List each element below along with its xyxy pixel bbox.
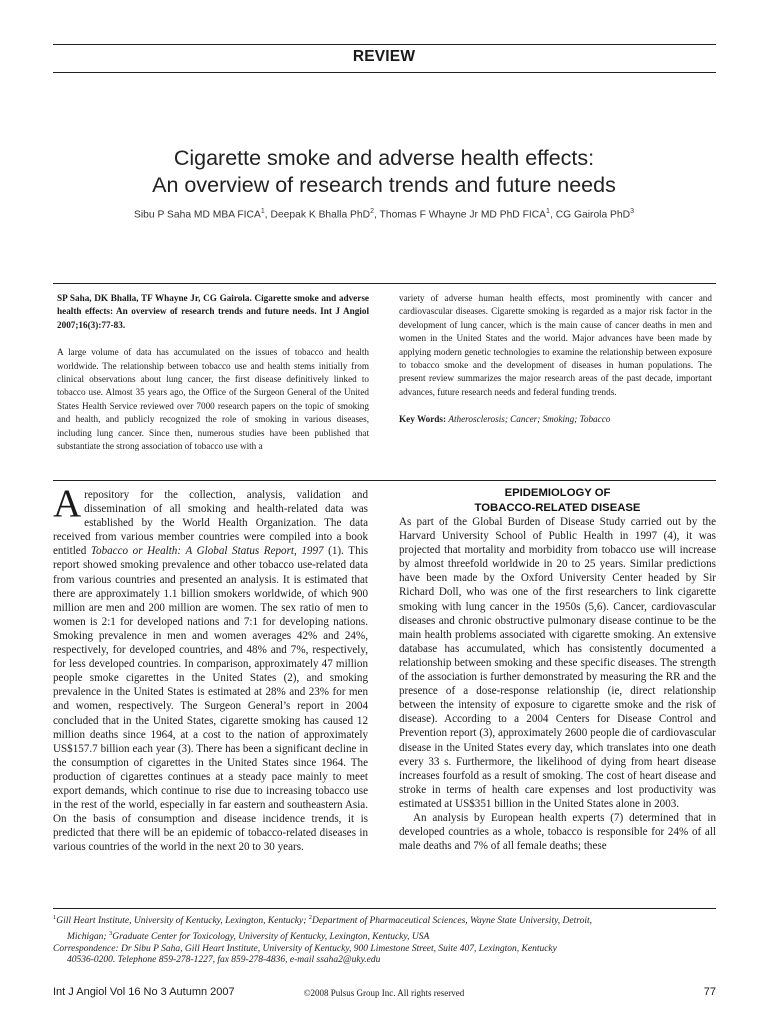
author-name: Thomas F Whayne Jr MD PhD FICA xyxy=(379,209,547,221)
author-affiliation-mark: 2 xyxy=(370,208,374,215)
correspondence-line: Correspondence: Dr Sibu P Saha, Gill Heart Institute, University of Kentucky, 900 Limestone Street, Suite 407, Lexington, Kentucky xyxy=(53,943,557,954)
section-heading xyxy=(399,486,716,515)
author-list: Sibu P Saha MD MBA FICA$^1$, Deepak K Bhalla PhD$^2$, Thomas F Whayne Jr MD PhD FICA$^1$, CG Gairola PhD$^3$ xyxy=(133,208,634,221)
journal-reference: Int J Angiol Vol 16 No 3 Autumn 2007 xyxy=(53,986,235,998)
keywords-label: Key Words: xyxy=(399,414,447,425)
author-affiliation-mark: 1 xyxy=(260,208,265,215)
affiliation-rule xyxy=(53,908,716,909)
author-name: Sibu P Saha MD MBA FICA xyxy=(133,209,261,221)
intro-paragraph: A repository for the collection, analysis, validation and dissemination of all smoking and health-related data was established by the World Health Organization. The data received from various member countries were compiled into a book entitled Tobacco or Health: A Global Status Report, 1997 (1). This report showed smoking prevalence and other tobacco use-related data from various countries and presented an analysis. It is estimated that there are approximately 1.1 billion smokers worldwide, of which 900 million are men and 200 million are women. The sex ratio of men to women is 2:1 for developed nations and 7:1 for developing nations. Smoking prevalence in men and women averages 42% and 24%, respectively, for developed countries, and 48% and 7%, respectively, for less developed countries. In comparison, approximately 47 million people smoke cigarettes in the United States (2), and smoking prevalence in the United States is estimated at 28% and 23% for men and women, respectively. The Surgeon General’s report in 2004 concluded that in the United States, cigarette smoking has caused 12 million deaths since 1964, at a cost to the nation of approximately US$157.7 billion each year (3). There has been a significant decline in the consumption of cigarettes in the United States since 1964. The production of cigarettes continues at a steady pace mainly to meet export demands, which continue to rise due to increasing tobacco use in the rest of the world, especially in far eastern and southeastern Asia. On the basis of consumption and disease incidence trends, it is predicted that there will be an epidemic of tobacco-related diseases in various countries of the world in the next 20 to 30 years. xyxy=(53,482,369,854)
author-affiliation-mark: 3 xyxy=(630,208,634,215)
abstract-right-column xyxy=(399,292,712,427)
author-name: CG Gairola PhD xyxy=(555,209,631,221)
header-rule xyxy=(53,72,716,73)
section-label: REVIEW xyxy=(352,48,416,65)
abstract-text-part1: A large volume of data has accumulated on the issues of tobacco and health worldwide. The relationship between tobacco use and health stems initially from clinical observations about lung cancer, the first disease definitively linked to tobacco use. Almost 35 years ago, the Office of the Surgeon General of the United States Health Service reviewed over 7000 research papers on the topic of smoking and health, and publicly recognized the role of smoking in various diseases, including lung cancer. Since then, numerous studies have been published that substantiate the strong association of tobacco use with a xyxy=(57,347,369,452)
body-right-column xyxy=(399,486,716,853)
author-name: Deepak K Bhalla PhD xyxy=(270,209,371,221)
section-heading-line2: TOBACCO-RELATED DISEASE xyxy=(474,501,641,514)
epidemiology-paragraph-2: An analysis by European health experts (7) determined that in developed countries as a whole, tobacco is responsible for 24% of all male deaths and 7% of all female deaths; these xyxy=(399,811,716,853)
abstract-top-rule xyxy=(53,283,716,284)
page-number: 77 xyxy=(703,986,716,998)
affiliation-line: Michigan; $^3$Graduate Center for Toxicology, University of Kentucky, Lexington, Kentucky, USA xyxy=(67,929,430,942)
section-heading-line1: EPIDEMIOLOGY OF xyxy=(504,487,611,499)
keywords xyxy=(399,413,712,426)
epidemiology-paragraph-1: As part of the Global Burden of Disease Study carried out by the Harvard University School of Public Health in 1997 (4), it was projected that mortality and morbidity from tobacco use will increase by almost threefold worldwide in 20 to 25 years. Similar predictions have been made by the Oxford University Center headed by Sir Richard Doll, who was one of the first researchers to link cigarette smoking with lung cancer in the 1950s (5,6). Cancer, cardiovascular diseases and chronic obstructive pulmonary disease continue to be the main health problems associated with cigarette smoking. An extensive database has accumulated, which has consistently documented a relationship between smoking and these specific diseases. The strength of the association is further demonstrated by measuring the RR and the presence of a dose-response relationship (ie, direct relationship between the intensity of exposure to cigarette smoke and the risk of disease). According to a 2004 Centers for Disease Control and Prevention report (3), approximately 2600 people die of cardiovascular disease in the United States every day, which translates into one death every 33 s. Furthermore, the likelihood of dying from heart disease increases fourfold as a result of smoking. The cost of heart disease and stroke in terms of health care expenses and lost productivity was estimated at US$351 billion in the United States alone in 2003. xyxy=(399,516,716,810)
drop-cap: A xyxy=(53,482,82,525)
article-title-line1: Cigarette smoke and adverse health effects: xyxy=(173,146,595,170)
top-rule xyxy=(53,44,716,45)
abstract-text-part2: variety of adverse human health effects, most prominently with cancer and cardiovascular diseases. Cigarette smoking is regarded as a major risk factor in the development of lung cancer, which is the main cause of cancer deaths in men and women in the United States and the world. Major advances have been made by applying modern genetic technologies to examine the relationship between exposure to tobacco smoke and the development of diseases in human populations. The present review summarizes the major research areas of the past decade, important advances, future research needs and federal funding trends. xyxy=(399,293,712,397)
copyright-notice: ©2008 Pulsus Group Inc. All rights reserved xyxy=(303,988,465,998)
citation: SP Saha, DK Bhalla, TF Whayne Jr, CG Gairola. Cigarette smoke and adverse health effects: An overview of research trends and future needs. Int J Angiol 2007;16(3):77-83. xyxy=(57,293,369,330)
affiliation-line: $^1$Gill Heart Institute, University of Kentucky, Lexington, Kentucky; $^2$Department of Pharmaceutical Sciences, Wayne State University, Detroit, xyxy=(53,914,592,927)
article-title-line2: An overview of research trends and future needs xyxy=(152,173,616,197)
book-title: Tobacco or Health: A Global Status Report, 1997 xyxy=(90,545,324,558)
abstract-left-column xyxy=(57,292,369,453)
abstract-bottom-rule xyxy=(53,480,716,481)
keywords-values: Atherosclerosis; Cancer; Smoking; Tobacco xyxy=(448,414,611,425)
body-left-column xyxy=(53,482,369,854)
author-affiliation-mark: 1 xyxy=(546,208,550,215)
correspondence-line: 40536-0200. Telephone 859-278-1227, fax 859-278-4836, e-mail ssaha2@uky.edu xyxy=(67,955,381,966)
affiliations xyxy=(53,912,716,967)
